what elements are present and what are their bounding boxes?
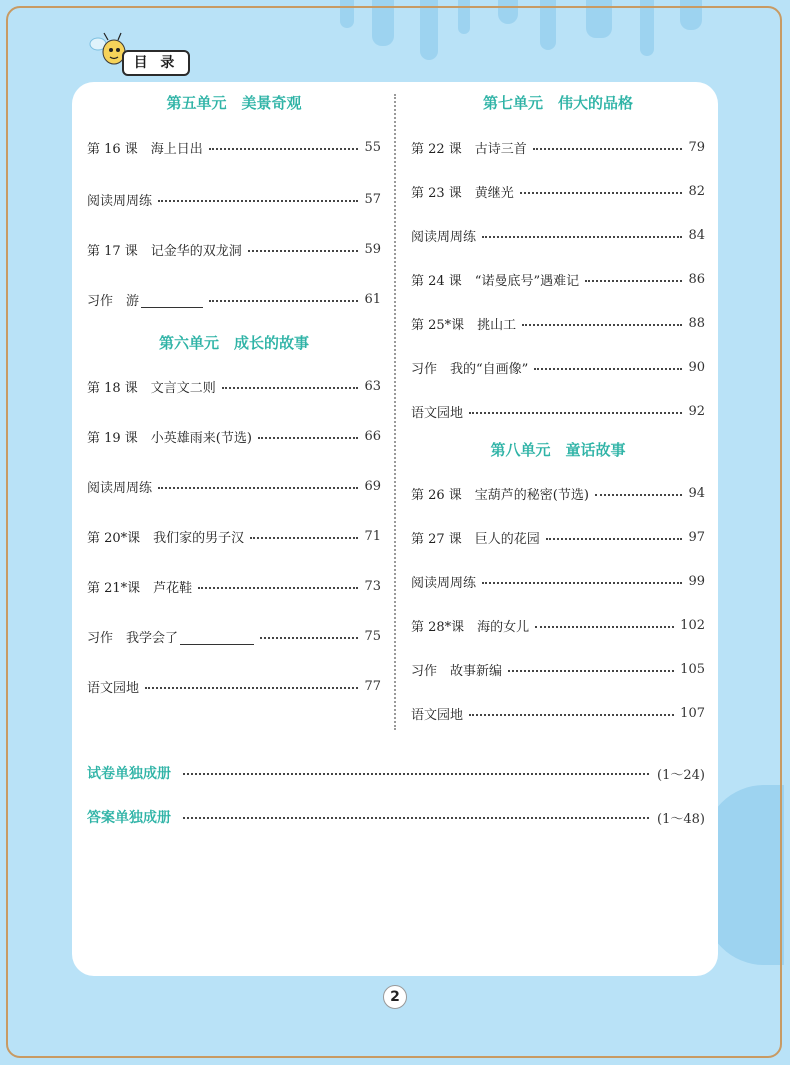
page-frame xyxy=(6,6,782,1058)
entry-page: 97 xyxy=(688,530,705,545)
entry-page: 71 xyxy=(364,529,381,544)
entry-title: 语文园地 xyxy=(411,708,464,723)
unit-heading: 第六单元 成长的故事 xyxy=(158,334,309,352)
entry-page: 69 xyxy=(364,479,381,494)
entry-title: 习作 我的“自画像” xyxy=(411,362,529,377)
entry-page: 79 xyxy=(688,140,705,155)
entry-page: 75 xyxy=(364,629,381,644)
entry-title: 阅读周周练 xyxy=(87,194,153,209)
entry-title: 第 18 课 文言文二则 xyxy=(87,381,216,396)
entry-title: 习作 故事新编 xyxy=(411,664,503,679)
toc-tab: 目 录 xyxy=(122,50,190,76)
booklet-label: 试卷单独成册 xyxy=(87,766,171,782)
entry-page: 94 xyxy=(688,486,705,501)
booklet-range: (1～24) xyxy=(657,767,705,783)
entry-title: 第 17 课 记金华的双龙洞 xyxy=(87,244,242,259)
entry-page: 88 xyxy=(688,316,705,331)
entry-title: 阅读周周练 xyxy=(87,481,153,496)
entry-page: 92 xyxy=(688,404,705,419)
entry-title: 第 21*课 芦花鞋 xyxy=(87,581,193,596)
entry-page: 82 xyxy=(688,184,705,199)
entry-title: 第 28*课 海的女儿 xyxy=(411,620,530,635)
entry-title: 第 24 课 “诺曼底号”遇难记 xyxy=(411,274,580,289)
entry-title: 阅读周周练 xyxy=(411,576,477,591)
unit-heading: 第七单元 伟大的品格 xyxy=(482,94,633,112)
entry-page: 59 xyxy=(364,242,381,257)
entry-title: 习作 我学会了 xyxy=(87,631,179,646)
entry-page: 66 xyxy=(364,429,381,444)
entry-page: 90 xyxy=(688,360,705,375)
entry-title: 第 27 课 巨人的花园 xyxy=(411,532,540,547)
booklet-label: 答案单独成册 xyxy=(87,810,171,826)
unit-heading: 第五单元 美景奇观 xyxy=(166,94,302,112)
entry-page: 73 xyxy=(364,579,381,594)
entry-title: 第 19 课 小英雄雨来(节选) xyxy=(87,431,252,446)
entry-page: 57 xyxy=(364,192,381,207)
entry-page: 61 xyxy=(364,292,381,307)
entry-title: 第 22 课 古诗三首 xyxy=(411,142,527,157)
page-number: 2 xyxy=(383,985,407,1009)
entry-title: 习作 游 xyxy=(87,294,140,309)
entry-page: 99 xyxy=(688,574,705,589)
entry-page: 63 xyxy=(364,379,381,394)
entry-title: 第 20*课 我们家的男子汉 xyxy=(87,531,245,546)
booklet-range: (1～48) xyxy=(657,811,705,827)
entry-page: 86 xyxy=(688,272,705,287)
entry-page: 55 xyxy=(364,140,381,155)
entry-page: 107 xyxy=(680,706,705,721)
entry-title: 第 23 课 黄继光 xyxy=(411,186,514,201)
entry-title: 语文园地 xyxy=(411,406,464,421)
entry-page: 105 xyxy=(680,662,705,677)
entry-title: 第 16 课 海上日出 xyxy=(87,142,203,157)
unit-heading: 第八单元 童话故事 xyxy=(490,441,626,459)
entry-title: 第 26 课 宝葫芦的秘密(节选) xyxy=(411,488,589,503)
entry-page: 84 xyxy=(688,228,705,243)
entry-title: 阅读周周练 xyxy=(411,230,477,245)
entry-title: 语文园地 xyxy=(87,681,140,696)
entry-title: 第 25*课 挑山工 xyxy=(411,318,517,333)
entry-page: 102 xyxy=(680,618,705,633)
entry-page: 77 xyxy=(364,679,381,694)
